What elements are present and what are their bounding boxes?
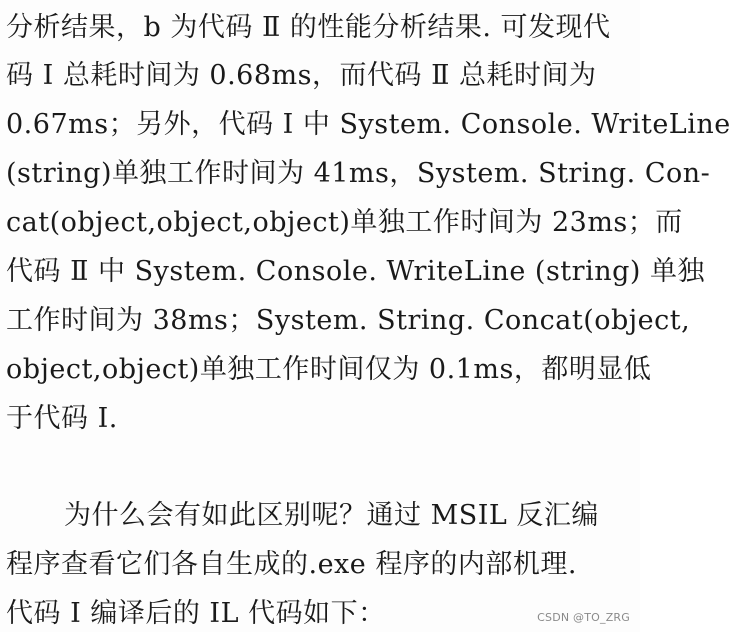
paragraph-line: 分析结果，b 为代码 Ⅱ 的性能分析结果. 可发现代 xyxy=(6,12,611,43)
paragraph-line: 工作时间为 38ms；System. String. Concat(object, xyxy=(6,305,691,336)
paragraph-line: 代码 Ⅰ 编译后的 IL 代码如下： xyxy=(6,598,386,629)
paragraph-line: 0.67ms；另外，代码 Ⅰ 中 System. Console. WriteLine xyxy=(6,109,731,140)
paragraph-line: (string)单独工作时间为 41ms，System. String. Con- xyxy=(6,158,711,189)
paragraph-line: 码 Ⅰ 总耗时间为 0.68ms，而代码 Ⅱ 总耗时间为 xyxy=(6,60,597,91)
paragraph-line: 为什么会有如此区别呢？通过 MSIL 反汇编 xyxy=(64,500,599,531)
paragraph-line: 代码 Ⅱ 中 System. Console. WriteLine (string) 单独 xyxy=(6,256,705,287)
paragraph-line: cat(object,object,object)单独工作时间为 23ms；而 xyxy=(6,207,683,238)
paragraph-line: 于代码 Ⅰ. xyxy=(6,403,118,434)
watermark: CSDN @TO_ZRG xyxy=(537,611,630,624)
paragraph-line: object,object)单独工作时间仅为 0.1ms，都明显低 xyxy=(6,354,652,385)
paragraph-line: 程序查看它们各自生成的.exe 程序的内部机理. xyxy=(6,549,577,580)
